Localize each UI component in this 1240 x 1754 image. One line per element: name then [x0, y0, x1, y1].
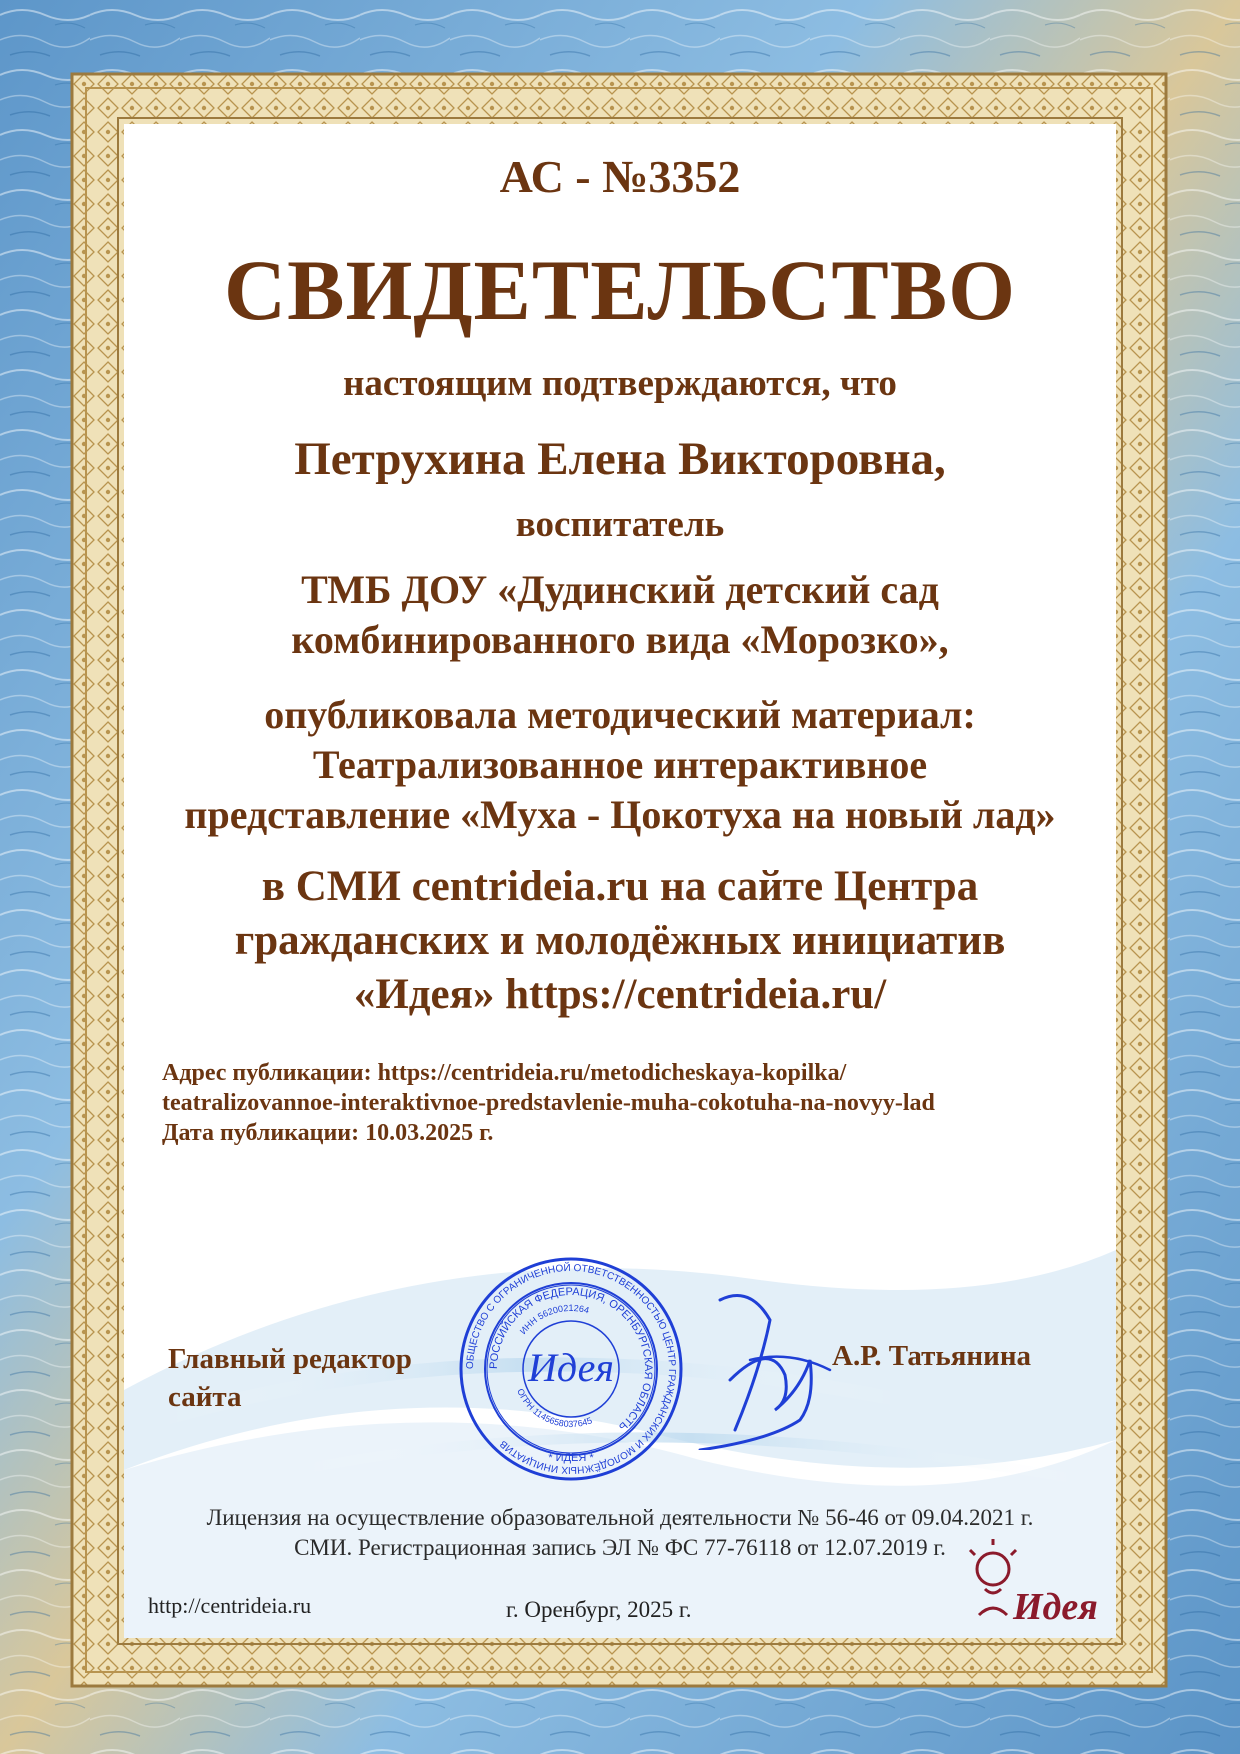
publication [0, 690, 1240, 840]
license-line: Лицензия на осуществление образовательной деятельности № 56-46 от 09.04.2021 г. [206, 1505, 1034, 1530]
publication-date: Дата публикации: 10.03.2025 г. [162, 1120, 494, 1146]
publication-address: Адрес публикации: https://centrideia.ru/metodicheskaya-kopilka/ [162, 1060, 847, 1086]
city-year: г. Оренбург, 2025 г. [506, 1597, 692, 1622]
recipient-name: Петрухина Елена Викторовна, [294, 433, 946, 485]
media-line: гражданских и молодёжных инициатив [234, 917, 1006, 964]
media-info [0, 860, 1240, 1022]
certificate-serial: АС - №3352 [499, 151, 741, 202]
site-url: http://centrideia.ru [148, 1593, 312, 1618]
signatory-role-line: Главный редактор [168, 1343, 412, 1375]
organization-line: комбинированного вида «Морозко», [291, 617, 949, 662]
seal-outer-text: ОБЩЕСТВО С ОГРАНИЧЕННОЙ ОТВЕТСТВЕННОСТЬЮ ЦЕНТР ГРАЖДАНСКИХ И МОЛОДЁЖНЫХ ИНИЦИАТИВ [464, 1262, 678, 1476]
publication-line: опубликовала методический материал: [264, 692, 976, 737]
idea-logo [965, 1535, 1105, 1635]
seal-bottom: * ИДЕЯ * [548, 1452, 594, 1464]
signatory-role-line: сайта [168, 1381, 242, 1413]
signatory-name: А.Р. Татьянина [832, 1340, 1032, 1372]
signature [690, 1280, 840, 1450]
seal-center-text: Идея [528, 1345, 614, 1390]
publication-details [162, 1058, 1062, 1148]
media-line: «Идея» https://centrideia.ru/ [353, 971, 887, 1018]
svg-text:ОГРН 1145658037645 [515, 1387, 593, 1429]
registration-line: СМИ. Регистрационная запись ЭЛ № ФС 77-76118 от 12.07.2019 г. [294, 1535, 946, 1560]
organization [0, 565, 1240, 665]
recipient-position: воспитатель [515, 504, 725, 545]
seal-stamp [457, 1255, 685, 1483]
publication-line: представление «Муха - Цокотуха на новый лад» [184, 792, 1056, 837]
seal-ogrn: ОГРН 1145658037645 [515, 1386, 594, 1430]
seal-inner-text: РОССИЙСКАЯ ФЕДЕРАЦИЯ, ОРЕНБУРГСКАЯ ОБЛАСТЬ [487, 1285, 655, 1433]
certificate-title: СВИДЕТЕЛЬСТВО [224, 242, 1016, 338]
media-line: в СМИ centrideia.ru на сайте Центра [261, 863, 979, 910]
logo-text: Идея [1013, 1586, 1098, 1628]
publication-line: Театрализованное интерактивное [312, 742, 928, 787]
organization-line: ТМБ ДОУ «Дудинский детский сад [301, 567, 939, 612]
confirm-text: настоящим подтверждаются, что [343, 363, 897, 404]
signatory-role [168, 1340, 412, 1416]
publication-address-cont: teatralizovannoe-interaktivnoe-predstavlenie-muha-cokotuha-na-novyy-lad [162, 1090, 935, 1116]
seal-inn: ИНН 5620021264 [517, 1302, 591, 1337]
